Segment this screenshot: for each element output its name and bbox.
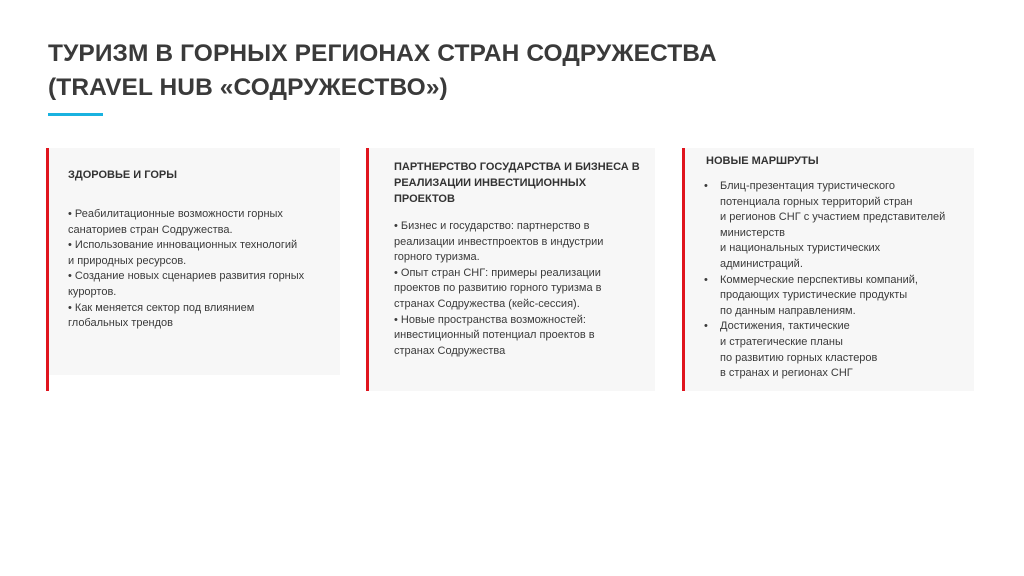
list-item-line: министерств xyxy=(720,226,785,239)
list-item-line: санаториев стран Содружества. xyxy=(68,223,233,236)
list-item-line: по данным направлениям. xyxy=(720,304,856,317)
card-body xyxy=(394,219,603,359)
list-item xyxy=(394,313,603,360)
list-item xyxy=(68,269,304,300)
list-item-line: • Как меняется сектор под влиянием xyxy=(68,301,255,314)
list-item-line: и природных ресурсов. xyxy=(68,254,187,267)
card-body xyxy=(704,179,945,382)
card-body xyxy=(68,207,304,332)
list-item-line: администраций. xyxy=(720,257,803,270)
list-item-line: курортов. xyxy=(68,285,117,298)
card-state-business-partnership xyxy=(366,148,655,391)
list-item xyxy=(394,219,603,266)
list-item-line: и регионов СНГ с участием представителей xyxy=(720,211,946,224)
list-item-line: инвестиционный потенциал проектов в xyxy=(394,329,595,342)
card-new-routes xyxy=(682,148,974,391)
card-accent-bar xyxy=(46,148,49,391)
list-item-line: проектов по развитию горного туризма в xyxy=(394,282,602,295)
list-item-line: • Достижения, тактические xyxy=(720,320,850,333)
list-item-line: • Использование инновационных технологий xyxy=(68,239,298,252)
list-item-line: • Бизнес и государство: партнерство в xyxy=(394,220,590,232)
card-heading: ЗДОРОВЬЕ И ГОРЫ xyxy=(68,169,177,181)
list-item-line: • Создание новых сценариев развития горных xyxy=(68,270,305,283)
list-item-line: продающих туристические продукты xyxy=(720,289,908,302)
card-health-and-mountains xyxy=(46,148,340,375)
list-item-line: странах Содружества xyxy=(394,344,506,357)
list-item xyxy=(394,266,603,313)
list-item xyxy=(704,179,945,273)
list-item xyxy=(704,319,945,381)
list-item-line: и национальных туристических xyxy=(720,242,881,255)
list-item-line: • Реабилитационные возможности горных xyxy=(68,208,283,220)
list-item-line: потенциала горных территорий стран xyxy=(720,195,913,208)
list-item-line: глобальных трендов xyxy=(68,317,174,330)
list-item xyxy=(68,207,304,238)
page-title-line-2: (TRAVEL HUB «СОДРУЖЕСТВО») xyxy=(48,74,448,101)
page-title-line-1: ТУРИЗМ В ГОРНЫХ РЕГИОНАХ СТРАН СОДРУЖЕСТВА xyxy=(48,40,717,67)
list-item-line: • Блиц-презентация туристического xyxy=(720,180,895,192)
list-item-line: реализации инвестпроектов в индустрии xyxy=(394,235,604,248)
card-accent-bar xyxy=(366,148,369,391)
list-item-line: горного туризма. xyxy=(394,251,480,264)
list-item-line: • Коммерческие перспективы компаний, xyxy=(720,273,918,286)
list-item-line: и стратегические планы xyxy=(720,335,843,348)
card-accent-bar xyxy=(682,148,685,391)
list-item xyxy=(704,273,945,320)
list-item-line: в странах и регионах СНГ xyxy=(720,367,853,380)
card-heading: ПАРТНЕРСТВО ГОСУДАРСТВА И БИЗНЕСА В РЕАЛИЗАЦИИ ИНВЕСТИЦИОННЫХ ПРОЕКТОВ xyxy=(394,161,640,205)
title-accent-rule xyxy=(48,113,103,116)
list-item-line: • Новые пространства возможностей: xyxy=(394,313,586,326)
list-item-line: по развитию горных кластеров xyxy=(720,351,878,364)
card-heading: НОВЫЕ МАРШРУТЫ xyxy=(706,155,819,167)
list-item-line: странах Содружества (кейс-сессия). xyxy=(394,297,580,310)
list-item xyxy=(68,238,304,269)
list-item-line: • Опыт стран СНГ: примеры реализации xyxy=(394,266,601,279)
list-item xyxy=(68,301,304,332)
page-title xyxy=(48,37,948,105)
